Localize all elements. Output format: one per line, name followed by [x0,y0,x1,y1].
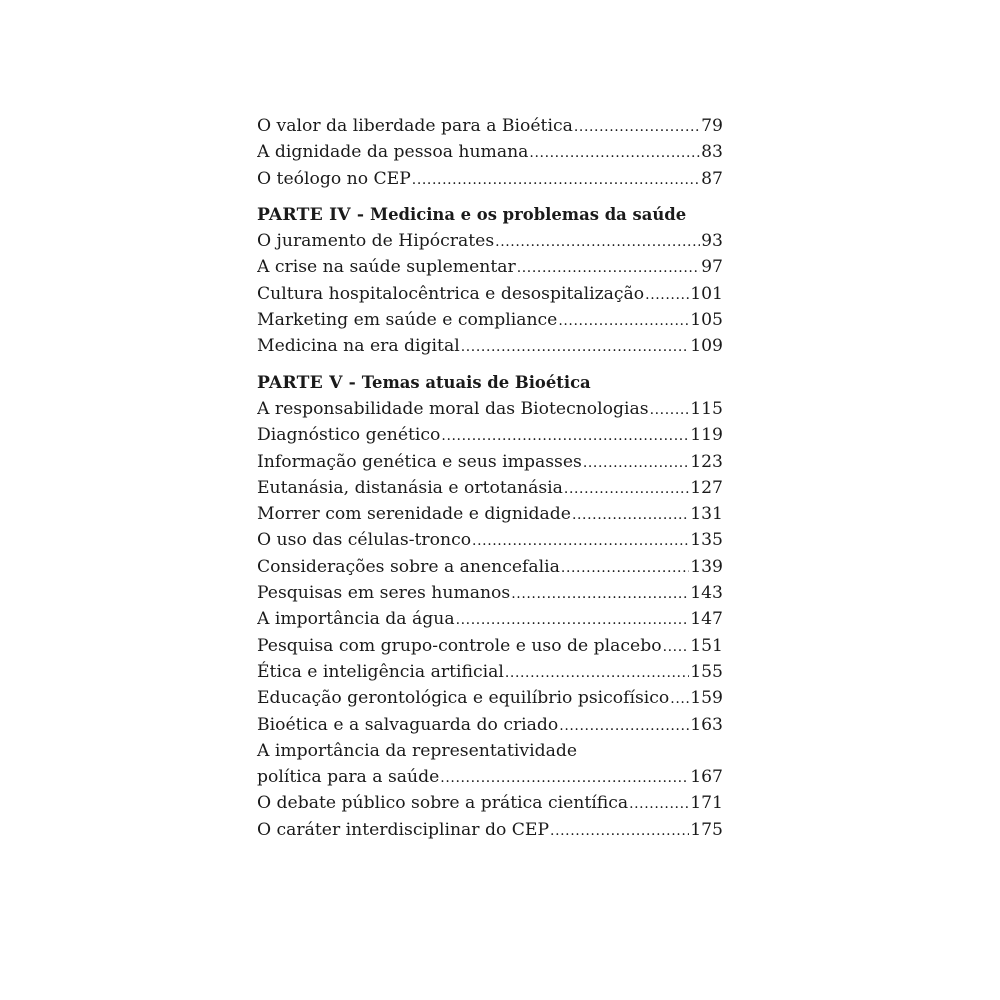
dot-leader [441,423,689,448]
toc-entry-title: O juramento de Hipócrates [257,231,495,252]
dot-leader [645,282,689,307]
toc-entry-page: 83 [701,142,723,163]
toc-entry-title: Educação gerontológica e equilíbrio psicofísico [257,688,670,709]
part-v-heading [257,370,723,396]
toc-entry-page: 163 [690,714,723,735]
toc-entry [257,554,723,580]
toc-entry [257,307,723,333]
toc-entry-title: A responsabilidade moral das Biotecnologias [257,398,649,419]
toc-entry-page: 135 [690,530,723,551]
toc-entry-page: 87 [701,168,723,189]
part-v-section [257,370,723,843]
dot-leader [412,167,700,192]
dot-leader [670,686,689,711]
toc-entry-page: 131 [690,504,723,525]
part-v-subtitle: Temas atuais de Bioética [361,372,591,392]
dot-leader [517,255,700,280]
toc-entry-page: 123 [690,451,723,472]
dot-leader [440,765,689,790]
dot-leader [650,397,690,422]
toc-entry-title: Diagnóstico genético [257,425,441,446]
toc-entry-title: Ética e inteligência artificial [257,661,504,682]
toc-entry-title: A dignidade da pessoa humana [257,142,529,163]
part-iv-subtitle: Medicina e os problemas da saúde [369,204,687,224]
toc-entry-page: 101 [690,283,723,304]
toc-entry-title: Medicina na era digital [257,336,460,357]
dot-leader [559,713,689,738]
toc-entry [257,501,723,527]
part-iv-label: PARTE IV [257,204,351,225]
toc-entry-page: 171 [690,793,723,814]
toc-entry-title: A importância da água [257,609,455,630]
dot-leader [461,334,689,359]
toc-entry [257,281,723,307]
part-v-separator: - [342,372,362,393]
dot-leader [558,308,689,333]
toc-entry-title: Eutanásia, distanásia e ortotanásia [257,477,563,498]
toc-entry-page: 119 [690,425,723,446]
dot-leader [561,555,689,580]
toc-entry [257,817,723,843]
toc-entry-page: 105 [690,310,723,331]
toc-entry [257,475,723,501]
toc-entry [257,606,723,632]
toc-entry-page: 97 [701,257,723,278]
dot-leader [495,229,700,254]
toc-entry [257,333,723,359]
toc-entry-title: O teólogo no CEP [257,168,411,189]
toc-entry [257,659,723,685]
toc-entry-page: 115 [690,398,723,419]
toc-entry [257,449,723,475]
toc-entry [257,254,723,280]
toc-entry [257,685,723,711]
toc-entry-page: 109 [690,336,723,357]
toc-entry [257,166,723,192]
dot-leader [529,140,700,165]
toc-entry-page: 159 [690,688,723,709]
toc-entry [257,633,723,659]
toc-entry-page: 151 [690,635,723,656]
dot-leader [564,476,689,501]
toc-entry-title: Pesquisas em seres humanos [257,583,511,604]
toc-entry-page: 143 [690,583,723,604]
toc-entry [257,228,723,254]
toc-entry-title: Morrer com serenidade e dignidade [257,504,571,525]
section-gap [257,360,723,370]
dot-leader [574,114,700,139]
toc-entry-page: 127 [690,477,723,498]
toc-entry [257,113,723,139]
toc-entry [257,580,723,606]
toc-entry-title: O caráter interdisciplinar do CEP [257,819,550,840]
table-of-contents [257,113,723,843]
dot-leader [629,791,689,816]
toc-entry [257,790,723,816]
toc-entry-title: A crise na saúde suplementar [257,257,516,278]
toc-entry-title: Cultura hospitalocêntrica e desospitalização [257,283,645,304]
toc-entry-page: 167 [690,767,723,788]
toc-entry-title: O uso das células-tronco [257,530,472,551]
dot-leader [550,818,689,843]
dot-leader [572,502,689,527]
toc-entry-title: Pesquisa com grupo-controle e uso de placebo [257,635,662,656]
toc-entry-title: Informação genética e seus impasses [257,451,582,472]
part-iv-heading [257,202,723,228]
intro-entries [257,113,723,192]
section-gap [257,192,723,202]
dot-leader [505,660,689,685]
toc-entry-wrapped-line1: A importância da representatividade [257,740,578,761]
toc-entry-title: Marketing em saúde e compliance [257,310,558,331]
dot-leader [663,634,690,659]
toc-entry-title: política para a saúde [257,767,440,788]
dot-leader [583,450,689,475]
toc-entry [257,712,723,738]
toc-entry-page: 147 [690,609,723,630]
toc-entry [257,396,723,422]
toc-entry-title: O valor da liberdade para a Bioética [257,116,573,136]
toc-entry-page: 155 [690,661,723,682]
toc-entry-page: 79 [701,116,723,136]
toc-entry-page: 139 [690,556,723,577]
toc-entry-title: O debate público sobre a prática científica [257,793,629,814]
part-v-label: PARTE V [257,372,343,393]
part-iv-separator: - [350,204,370,225]
toc-entry-title: Considerações sobre a anencefalia [257,556,560,577]
toc-entry-wrapped-line2 [257,764,723,790]
dot-leader [511,581,689,606]
toc-entry [257,139,723,165]
toc-entry [257,422,723,448]
dot-leader [456,607,690,632]
toc-entry-page: 175 [690,819,723,840]
toc-entry-page: 93 [701,231,723,252]
toc-entry [257,527,723,553]
toc-entry-title: Bioética e a salvaguarda do criado [257,714,559,735]
dot-leader [472,528,689,553]
part-iv-section [257,202,723,360]
